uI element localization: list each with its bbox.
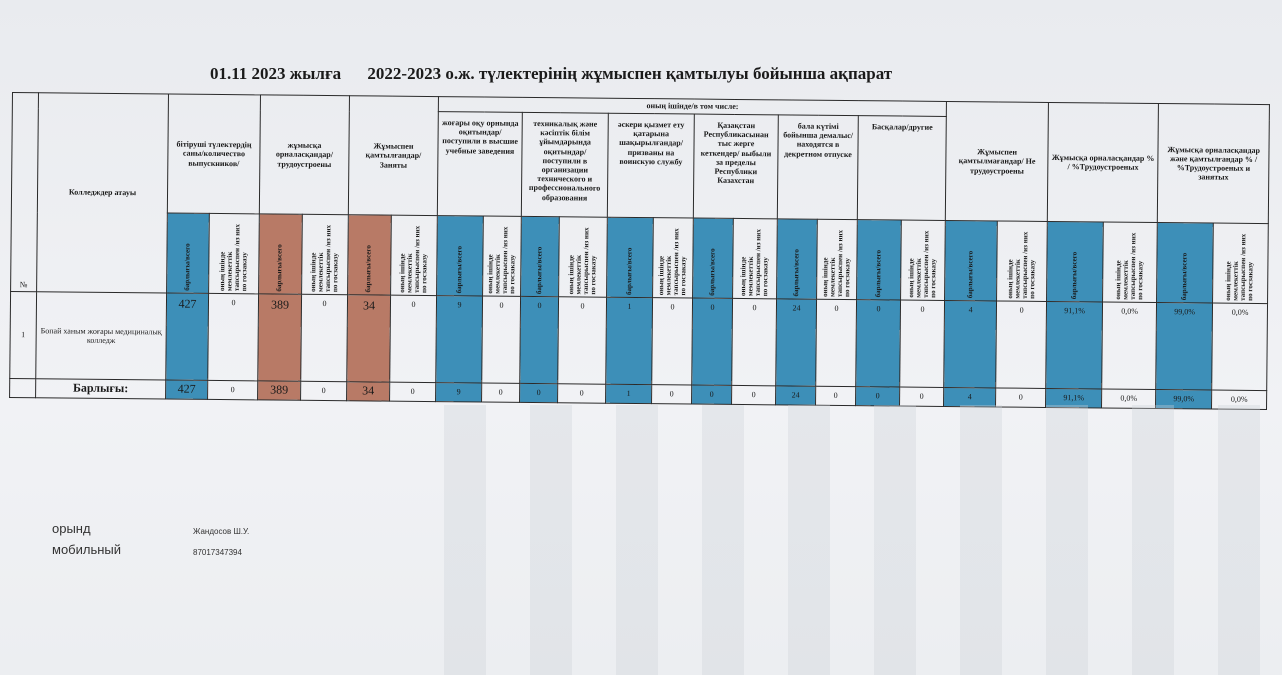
header-tech-edu: техникалық және кәсіптік білім ұйымдарында оқитындар/поступили в организации технического и профессионального образования xyxy=(521,112,608,217)
cell-value: 389 xyxy=(258,381,301,400)
cell-value: 0 xyxy=(520,383,558,402)
subheader-state-order: оның ішінде мемлекеттік тапсырыспен /из них по госзаказу xyxy=(997,221,1048,301)
page-title xyxy=(210,64,1000,84)
header-graduates: бітіруші түлектердің саны/количество выпускников/ xyxy=(167,94,260,214)
subheader-state-order: оның ішінде мемлекеттік тапсырыспен /из них по госзаказу xyxy=(483,216,522,296)
cell-value: 99,0% xyxy=(1156,302,1213,390)
cell-value: 0 xyxy=(856,300,901,387)
header-including: оның ішінде/в том числе: xyxy=(438,97,946,117)
header-army: әскери қызмет ету қатарына шақырылғандар/ призваны на воинскую службу xyxy=(607,113,694,218)
header-busy: Жұмыспен қамтылғандар/ Заняты xyxy=(348,96,438,216)
cell-value: 34 xyxy=(347,295,391,382)
cell-value: 4 xyxy=(944,300,997,387)
cell-value: 427 xyxy=(166,380,208,399)
subheader-total: барлығы/всего xyxy=(607,217,654,297)
cell-value: 0 xyxy=(482,296,521,383)
header-other: Басқалар/другие xyxy=(857,116,946,221)
subheader-total: барлығы/всего xyxy=(1157,223,1214,304)
executor-name: Жандосов Ш.У. xyxy=(193,527,250,536)
subheader-total: барлығы/всего xyxy=(521,216,560,296)
cell-value: 0 xyxy=(390,295,437,382)
subheader-state-order: оның ішінде мемлекеттік тапсырыспен /из них по госзаказу xyxy=(302,214,349,294)
phone-label: мобильный xyxy=(52,542,122,557)
total-label: Барлығы: xyxy=(36,379,166,399)
header-college: Колледждер атауы xyxy=(37,93,169,293)
subheader-total: барлығы/всего xyxy=(348,215,392,295)
header-higher-edu: жоғары оқу орнында оқитындар/ поступили в высшие учебные заведения xyxy=(437,112,522,217)
subheader-total: барлығы/всего xyxy=(1047,221,1104,302)
cell-value: 34 xyxy=(347,382,390,401)
cell-value: 24 xyxy=(776,386,816,405)
cell-value: 0 xyxy=(301,381,347,400)
header-maternity: бала күтімі бойынша демалыс/ находятся в декретном отпуске xyxy=(777,115,858,220)
subheader-state-order: оның ішінде мемлекеттік тапсырыспен /из них по госзаказу xyxy=(653,218,694,298)
cell-value: 0 xyxy=(208,293,259,380)
cell-value: 9 xyxy=(436,383,482,402)
executor-label: орынд xyxy=(52,521,91,536)
employment-table xyxy=(9,92,1270,410)
cell-value: 0 xyxy=(816,386,856,405)
header-employed: жұмысқа орналасқандар/ трудоустроены xyxy=(259,95,349,215)
subheader-total: барлығы/всего xyxy=(945,220,998,300)
header-abroad: Қазақстан Республикасынан тыс жерге кеткендер/ выбыли за пределы Республики Казахстан xyxy=(693,114,778,219)
cell-value: 0 xyxy=(390,382,436,401)
subheader-state-order: оның ішінде мемлекеттік тапсырыспен /из них по госзаказу xyxy=(559,217,608,297)
cell-value: 0,0% xyxy=(1102,389,1156,409)
phone-number: 87017347394 xyxy=(193,548,242,557)
header-not-employed: Жұмыспен қамтылмағандар/ Не трудоустроены xyxy=(945,101,1048,221)
cell-value: 0 xyxy=(520,296,559,383)
subheader-state-order: оның ішінде мемлекеттік тапсырыспен /из них по госзаказу xyxy=(1103,222,1158,303)
cell-value: 1 xyxy=(606,297,653,384)
cell-value: 0,0% xyxy=(1212,303,1268,391)
cell-value: 4 xyxy=(944,387,996,406)
header-pct-busy: Жұмысқа орналасқандар және қамтылғандар % / %Трудоустроеных и занятых xyxy=(1157,104,1269,224)
cell-value: 0 xyxy=(732,385,776,404)
cell-value: 0,0% xyxy=(1212,390,1267,410)
cell-value: 0 xyxy=(900,300,945,387)
subheader-total: барлығы/всего xyxy=(259,214,303,294)
subheader-state-order: оның ішінде мемлекеттік тапсырыспен /из них по госзаказу xyxy=(901,220,946,300)
cell-value: 0 xyxy=(692,385,732,404)
row-num: 1 xyxy=(10,291,37,378)
table-row xyxy=(10,291,1268,390)
subheader-total: барлығы/всего xyxy=(777,219,818,299)
cell-value: 0 xyxy=(301,294,348,381)
header-pct-employed: Жұмысқа орналасқандар % / %Трудоустроеных xyxy=(1047,102,1158,222)
cell-value: 9 xyxy=(436,296,483,383)
cell-value: 0 xyxy=(652,385,692,404)
subheader-state-order: оның ішінде мемлекеттік тапсырыспен /из них по госзаказу xyxy=(1213,223,1269,304)
subheader-total: барлығы/всего xyxy=(167,213,210,293)
cell-value: 0 xyxy=(208,380,258,399)
subheader-total: барлығы/всего xyxy=(857,220,902,300)
title-text: 2022-2023 о.ж. түлектерінің жұмыспен қамтылуы бойынша ақпарат xyxy=(367,64,893,83)
title-date: 01.11 2023 жылға xyxy=(210,64,342,83)
cell-value: 1 xyxy=(606,384,652,403)
subheader-state-order: оның ішінде мемлекеттік тапсырыспен /из них по госзаказу xyxy=(391,215,438,295)
subheader-total: барлығы/всего xyxy=(693,218,734,298)
header-num: № xyxy=(11,93,39,292)
cell-value: 0 xyxy=(900,387,944,406)
cell-value: 389 xyxy=(258,294,302,381)
cell-value: 91,1% xyxy=(1046,388,1102,408)
row-college-name: Бопай ханым жоғары медициналық колледж xyxy=(36,292,167,380)
cell-value: 0 xyxy=(996,388,1046,407)
subheader-row xyxy=(11,211,1269,303)
subheader-state-order: оның ішінде мемлекеттік тапсырыспен /из них по госзаказу xyxy=(817,219,858,299)
cell-value: 24 xyxy=(776,299,817,386)
cell-value: 0,0% xyxy=(1102,302,1157,390)
background-shadow xyxy=(400,405,1282,675)
cell-value: 0 xyxy=(732,298,777,385)
cell-value: 99,0% xyxy=(1156,389,1212,409)
subheader-state-order: оның ішінде мемлекеттік тапсырыспен /из них по госзаказу xyxy=(209,213,260,293)
subheader-total: барлығы/всего xyxy=(437,216,484,296)
cell-value: 0 xyxy=(558,384,606,403)
cell-value: 427 xyxy=(166,293,209,380)
subheader-state-order: оның ішінде мемлекеттік тапсырыспен /из них по госзаказу xyxy=(733,218,778,298)
cell-value: 0 xyxy=(482,383,520,402)
cell-value: 91,1% xyxy=(1046,301,1103,389)
cell-value: 0 xyxy=(652,298,693,385)
cell-value: 0 xyxy=(558,297,607,384)
cell-value: 0 xyxy=(692,298,733,385)
cell-value: 0 xyxy=(816,299,857,386)
cell-value: 0 xyxy=(856,387,900,406)
cell-value: 0 xyxy=(996,301,1047,388)
